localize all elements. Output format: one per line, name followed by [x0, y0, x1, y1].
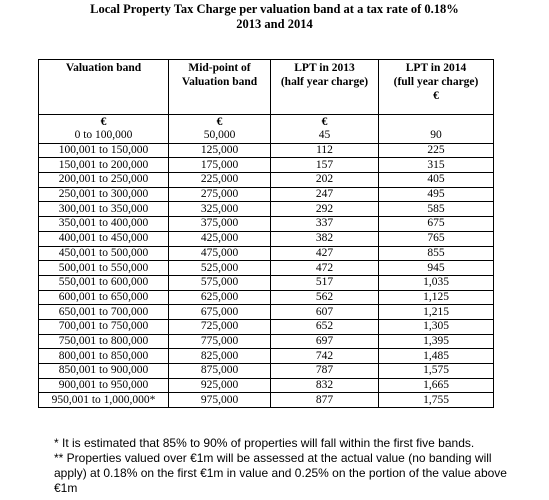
cell-lpt-2014: 1,485 [379, 349, 494, 364]
header-2013-line-2: (half year charge) [280, 76, 369, 88]
table-header-row [39, 60, 494, 115]
cell-lpt-2013: 697 [271, 334, 379, 349]
cell-valuation-band: 350,001 to 400,000 [39, 217, 169, 232]
cell-mid-point: 725,000 [169, 319, 271, 334]
cell-lpt-2013: 877 [271, 393, 379, 408]
cell-mid-point: 625,000 [169, 290, 271, 305]
table-row [39, 246, 494, 261]
cell-valuation-band: 600,001 to 650,000 [39, 290, 169, 305]
header-2013-line-1: LPT in 2013 [294, 62, 355, 74]
cell-mid-point: 425,000 [169, 231, 271, 246]
table-row [39, 319, 494, 334]
table-row [39, 261, 494, 276]
cell-lpt-2013: 472 [271, 261, 379, 276]
cell-lpt-2014: 90 [379, 129, 494, 143]
header-mid-line-1: Mid-point of [188, 62, 251, 74]
currency-row [39, 115, 494, 130]
cell-lpt-2013: 112 [271, 143, 379, 158]
cell-mid-point: 525,000 [169, 261, 271, 276]
footnote-1: * It is estimated that 85% to 90% of properties will fall within the first five bands. [54, 436, 475, 450]
cell-lpt-2013: 787 [271, 364, 379, 379]
cell-mid-point: 50,000 [169, 129, 271, 143]
table-row [39, 187, 494, 202]
cell-lpt-2014: 1,035 [379, 275, 494, 290]
cell-mid-point: 275,000 [169, 187, 271, 202]
cell-valuation-band: 900,001 to 950,000 [39, 378, 169, 393]
cell-lpt-2014: 675 [379, 217, 494, 232]
cell-lpt-2014: 1,125 [379, 290, 494, 305]
table-row [39, 129, 494, 143]
cell-mid-point: 975,000 [169, 393, 271, 408]
header-mid-line-2: Valuation band [181, 76, 258, 88]
cell-lpt-2014: 495 [379, 187, 494, 202]
table-row [39, 290, 494, 305]
cell-lpt-2014: 1,305 [379, 319, 494, 334]
title-line-1: Local Property Tax Charge per valuation band at a tax rate of 0.18% [90, 2, 459, 16]
cell-lpt-2014: 1,755 [379, 393, 494, 408]
header-2014-line-2: (full year charge) [393, 76, 479, 88]
cell-mid-point: 325,000 [169, 202, 271, 217]
cell-lpt-2014: 405 [379, 173, 494, 188]
cell-valuation-band: 500,001 to 550,000 [39, 261, 169, 276]
cell-lpt-2014: 945 [379, 261, 494, 276]
cell-lpt-2014: 585 [379, 202, 494, 217]
table-row [39, 173, 494, 188]
cell-lpt-2014: 225 [379, 143, 494, 158]
cell-valuation-band: 950,001 to 1,000,000* [39, 393, 169, 408]
cell-lpt-2013: 45 [271, 129, 379, 143]
table-row [39, 364, 494, 379]
cell-valuation-band: 800,001 to 850,000 [39, 349, 169, 364]
table-row [39, 202, 494, 217]
cell-mid-point: 375,000 [169, 217, 271, 232]
table-row [39, 393, 494, 408]
table-row [39, 305, 494, 320]
cell-lpt-2013: 337 [271, 217, 379, 232]
cell-lpt-2014: 315 [379, 158, 494, 173]
header-2014-line-3: € [433, 90, 439, 102]
cell-mid-point: 825,000 [169, 349, 271, 364]
header-2014-line-1: LPT in 2014 [405, 62, 467, 74]
cell-valuation-band: 450,001 to 500,000 [39, 246, 169, 261]
table-row [39, 143, 494, 158]
cell-valuation-band: 200,001 to 250,000 [39, 173, 169, 188]
cell-lpt-2013: 652 [271, 319, 379, 334]
cell-valuation-band: 250,001 to 300,000 [39, 187, 169, 202]
cell-valuation-band: 700,001 to 750,000 [39, 319, 169, 334]
document-title [0, 2, 549, 32]
cell-lpt-2014: 1,665 [379, 378, 494, 393]
table-row [39, 378, 494, 393]
table-row [39, 231, 494, 246]
cell-lpt-2013: 292 [271, 202, 379, 217]
cell-mid-point: 675,000 [169, 305, 271, 320]
cell-valuation-band: 400,001 to 450,000 [39, 231, 169, 246]
currency-cell [379, 115, 494, 130]
cell-valuation-band: 650,001 to 700,000 [39, 305, 169, 320]
cell-lpt-2013: 832 [271, 378, 379, 393]
cell-lpt-2013: 382 [271, 231, 379, 246]
cell-lpt-2013: 562 [271, 290, 379, 305]
cell-lpt-2014: 855 [379, 246, 494, 261]
cell-lpt-2013: 202 [271, 173, 379, 188]
header-lpt-2013 [271, 60, 379, 115]
cell-lpt-2013: 607 [271, 305, 379, 320]
cell-mid-point: 875,000 [169, 364, 271, 379]
cell-lpt-2014: 1,395 [379, 334, 494, 349]
table-row [39, 349, 494, 364]
cell-valuation-band: 750,001 to 800,000 [39, 334, 169, 349]
cell-lpt-2013: 157 [271, 158, 379, 173]
header-mid-point [169, 60, 271, 115]
cell-valuation-band: 100,001 to 150,000 [39, 143, 169, 158]
table-row [39, 217, 494, 232]
cell-mid-point: 175,000 [169, 158, 271, 173]
table-row [39, 334, 494, 349]
currency-cell: € [169, 115, 271, 130]
cell-lpt-2014: 1,215 [379, 305, 494, 320]
cell-mid-point: 925,000 [169, 378, 271, 393]
cell-lpt-2013: 247 [271, 187, 379, 202]
header-lpt-2014 [379, 60, 494, 115]
cell-valuation-band: 150,001 to 200,000 [39, 158, 169, 173]
lpt-valuation-table [38, 59, 494, 408]
cell-valuation-band: 0 to 100,000 [39, 129, 169, 143]
cell-mid-point: 125,000 [169, 143, 271, 158]
cell-lpt-2013: 427 [271, 246, 379, 261]
cell-lpt-2013: 742 [271, 349, 379, 364]
cell-mid-point: 775,000 [169, 334, 271, 349]
footnote-2: ** Properties valued over €1m will be assessed at the actual value (no banding will apply) at 0.18% on the first €1m in value and 0.25% on the portion of the value above €1m [54, 451, 507, 495]
header-valuation-band [39, 60, 169, 115]
currency-cell: € [39, 115, 169, 130]
cell-lpt-2014: 765 [379, 231, 494, 246]
cell-lpt-2013: 517 [271, 275, 379, 290]
header-band-label: Valuation band [65, 62, 142, 74]
title-line-2: 2013 and 2014 [236, 17, 313, 31]
cell-mid-point: 575,000 [169, 275, 271, 290]
currency-cell: € [271, 115, 379, 130]
table-row [39, 275, 494, 290]
cell-valuation-band: 300,001 to 350,000 [39, 202, 169, 217]
footnotes [54, 436, 524, 496]
cell-mid-point: 225,000 [169, 173, 271, 188]
cell-valuation-band: 550,001 to 600,000 [39, 275, 169, 290]
table-row [39, 158, 494, 173]
cell-valuation-band: 850,001 to 900,000 [39, 364, 169, 379]
cell-mid-point: 475,000 [169, 246, 271, 261]
cell-lpt-2014: 1,575 [379, 364, 494, 379]
